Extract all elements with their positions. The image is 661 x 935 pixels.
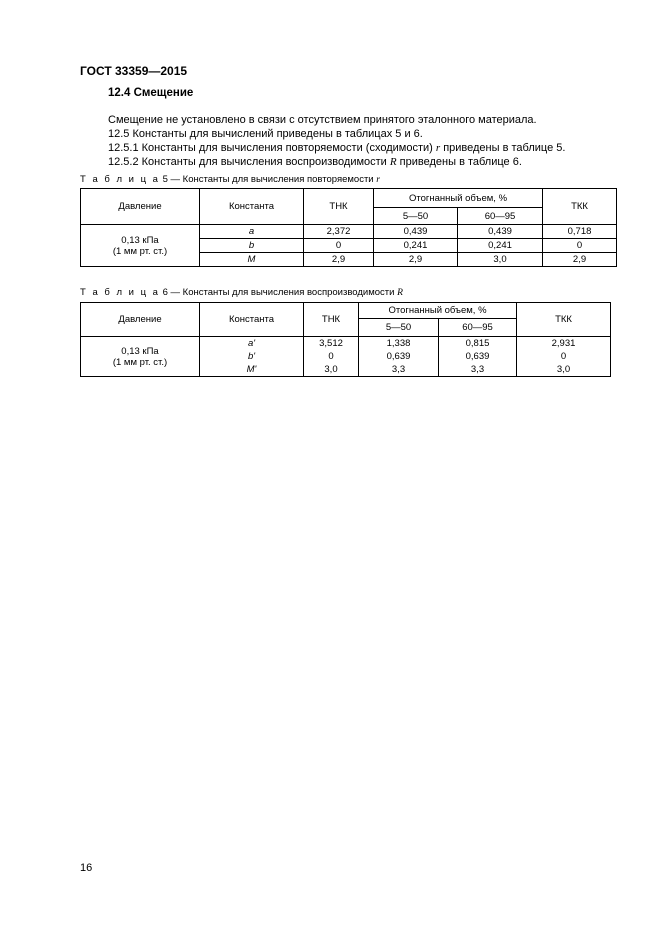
constant-cell: b xyxy=(200,239,304,253)
table6 xyxy=(80,302,611,377)
vol2-cell: 0,439 xyxy=(458,225,543,239)
constant-cell: a' xyxy=(200,337,304,351)
vol2-cell: 3,3 xyxy=(439,363,517,377)
caption-label: Т а б л и ц а xyxy=(80,174,160,185)
tnk-cell: 0 xyxy=(304,350,359,363)
header-vol-5-50: 5—50 xyxy=(359,319,439,337)
header-tkk: ТКК xyxy=(517,303,611,337)
section-title: 12.4 Смещение xyxy=(108,87,194,99)
tnk-cell: 3,0 xyxy=(304,363,359,377)
pressure-alt: (1 мм рт. ст.) xyxy=(112,245,168,257)
paragraph-repeatability xyxy=(108,141,565,155)
header-vol-60-95: 60—95 xyxy=(458,208,543,225)
paragraph-bias: Смещение не установлено в связи с отсутствием принятого эталонного материала. xyxy=(108,114,537,126)
caption-text: 5 — Константы для вычисления повторяемости xyxy=(159,174,377,185)
table5-caption xyxy=(80,174,380,185)
table6-caption xyxy=(80,287,403,298)
header-vol-5-50: 5—50 xyxy=(374,208,458,225)
constant-cell: M' xyxy=(200,363,304,377)
header-tnk: ТНК xyxy=(304,303,359,337)
header-vol-60-95: 60—95 xyxy=(439,319,517,337)
tkk-cell: 2,931 xyxy=(517,337,611,351)
vol1-cell: 2,9 xyxy=(374,253,458,267)
vol1-cell: 0,439 xyxy=(374,225,458,239)
vol2-cell: 0,241 xyxy=(458,239,543,253)
paragraph-text: приведены в таблице 6. xyxy=(396,156,522,168)
tnk-cell: 2,372 xyxy=(304,225,374,239)
caption-variable: r xyxy=(376,175,380,185)
paragraph-text: приведены в таблице 5. xyxy=(440,142,566,154)
table5 xyxy=(80,188,617,267)
paragraph-text: 12.5.1 Константы для вычисления повторяемости (сходимости) xyxy=(108,142,436,154)
tkk-cell: 3,0 xyxy=(517,363,611,377)
pressure-alt: (1 мм рт. ст.) xyxy=(112,356,168,368)
paragraph-text: 12.5.2 Константы для вычисления воспроизводимости xyxy=(108,156,390,168)
caption-label: Т а б л и ц а xyxy=(80,287,160,298)
tkk-cell: 2,9 xyxy=(543,253,617,267)
paragraph-reproducibility xyxy=(108,155,522,169)
vol2-cell: 0,815 xyxy=(439,337,517,351)
pressure-cell xyxy=(81,337,200,377)
header-volume: Отогнанный объем, % xyxy=(374,189,543,208)
constant-cell: b' xyxy=(200,350,304,363)
tkk-cell: 0 xyxy=(543,239,617,253)
pressure-cell xyxy=(81,225,200,267)
tkk-cell: 0,718 xyxy=(543,225,617,239)
tnk-cell: 2,9 xyxy=(304,253,374,267)
vol1-cell: 0,639 xyxy=(359,350,439,363)
variable-r: r xyxy=(435,142,441,154)
vol2-cell: 3,0 xyxy=(458,253,543,267)
header-constant: Константа xyxy=(200,189,304,225)
paragraph-constants: 12.5 Константы для вычислений приведены в таблицах 5 и 6. xyxy=(108,128,423,140)
vol1-cell: 3,3 xyxy=(359,363,439,377)
header-tnk: ТНК xyxy=(304,189,374,225)
header-tkk: ТКК xyxy=(543,189,617,225)
header-pressure: Давление xyxy=(81,303,200,337)
page-number: 16 xyxy=(80,862,93,874)
header-pressure: Давление xyxy=(81,189,200,225)
document-header: ГОСТ 33359—2015 xyxy=(80,64,188,78)
tkk-cell: 0 xyxy=(517,350,611,363)
constant-cell: a xyxy=(200,225,304,239)
caption-variable: R xyxy=(397,288,403,298)
caption-text: 6 — Константы для вычисления воспроизводимости xyxy=(159,287,398,298)
variable-R: R xyxy=(389,156,397,168)
vol1-cell: 1,338 xyxy=(359,337,439,351)
tnk-cell: 0 xyxy=(304,239,374,253)
header-constant: Константа xyxy=(200,303,304,337)
constant-cell: M xyxy=(200,253,304,267)
pressure-value: 0,13 кПа xyxy=(121,234,159,246)
vol1-cell: 0,241 xyxy=(374,239,458,253)
header-volume: Отогнанный объем, % xyxy=(359,303,517,319)
pressure-value: 0,13 кПа xyxy=(121,345,159,357)
tnk-cell: 3,512 xyxy=(304,337,359,351)
vol2-cell: 0,639 xyxy=(439,350,517,363)
